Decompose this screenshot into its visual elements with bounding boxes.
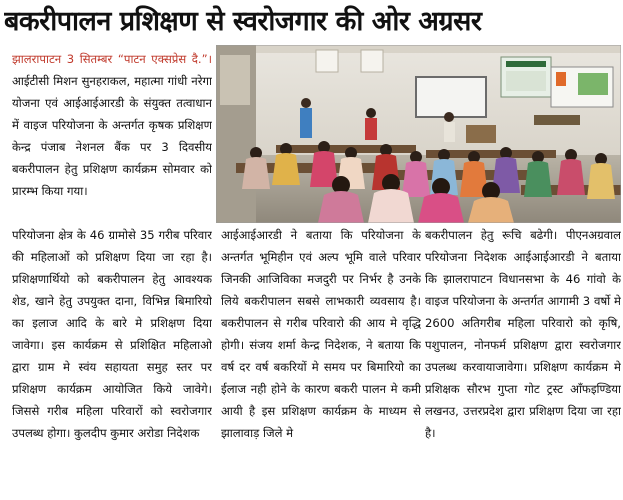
dateline-place-date: झालरापाटन 3 सितम्बर: [12, 52, 113, 66]
headline: बकरीपालन प्रशिक्षण से स्वरोजगार की ओर अग्रसर: [4, 6, 482, 37]
intro-paragraph: [12, 48, 212, 224]
column-1-paragraph: परियोजना क्षेत्र के 46 ग्रामोसे 35 गरीब परिवार की महिलाओं को प्रशिक्षण दिया जा रहा है। प्रशिक्षणार्थियो को बकरीपालन हेतु आवश्यक शेड, खाने हेतु उपयुक्त दाना, विभिन्न बिमारियो का इलाज आदि के बारे मे प्रशिक्षण दिया जावेगा। इस कार्यक्रम से प्रशिक्षित महिलाओ द्वारा ग्राम मे स्वंय सहायता समुह स्तर पर प्रशिक्षण कार्यक्रम आयोजित किये जावेगे। जिससे गरीब महिला परिवारों को स्वरोजगार उपलब्ध होगा। कुलदीप कुमार अरोडा निदेशक: [12, 228, 212, 440]
column-3-paragraph: बकरीपालन हेतु रूचि बढेगी। पीएनअग्रवाल परियोजना निदेशक आईआईआरडी ने बताया कि झालरापाटन विधानसभा के 46 गांवो के वाइज परियोजना के अन्तर्गत आगामी 3 वर्षो मे 2600 अतिगरीब महिला परिवारो को कृषि, पशुपालन, नोनफर्म प्रशिक्षण द्वारा स्वरोजगार उपलब्ध करवायाजावेगा। प्रशिक्षण कार्यक्रम मे प्रशिक्षक सौरभ गुप्ता गोट ट्रस्ट आँफइण्डिया लखनउ, उत्तरप्रदेश द्वारा प्रशिक्षण दिया जा रहा है।: [425, 228, 621, 440]
intro-text: आईटीसी मिशन सुनहराकल, महात्मा गांधी नरेगा योजना एवं आईआईआरडी के संयुक्त तत्वाधान में वाइज परियोजना के अन्तर्गत कृषक प्रशिक्षण केन्द्र पंजाब नेशनल बैंक पर 3 दिवसीय बकरीपालन हेतु प्रशिक्षण कार्यक्रम सोमवार को प्रारम्भ किया गया।: [12, 74, 212, 198]
column-2-paragraph: आईआईआरडी ने बताया कि परियोजना के अन्तर्गत भूमिहीन एवं अल्प भूमि वाले परिवार जिनकी आजिविका मजदुरी पर निर्भर है उनके लिये बकरीपालन सबसे लाभकारी व्यवसाय है। बकरीपालन से गरीब परिवारो की आय मे वृद्धि होगी। संजय शर्मा केन्द्र निदेशक, ने बताया कि वर्ष दर वर्ष बकरियों मे समय पर बिमारियो का ईलाज नही होने के कारण बकरी पालन मे कमी आयी है इस प्रशिक्षण कार्यक्रम के माध्यम से झालावाड़ जिले मे: [221, 228, 421, 440]
training-photo: [216, 45, 621, 223]
dateline-source: “पाटन एक्सप्रेस दै.”।: [117, 52, 212, 66]
